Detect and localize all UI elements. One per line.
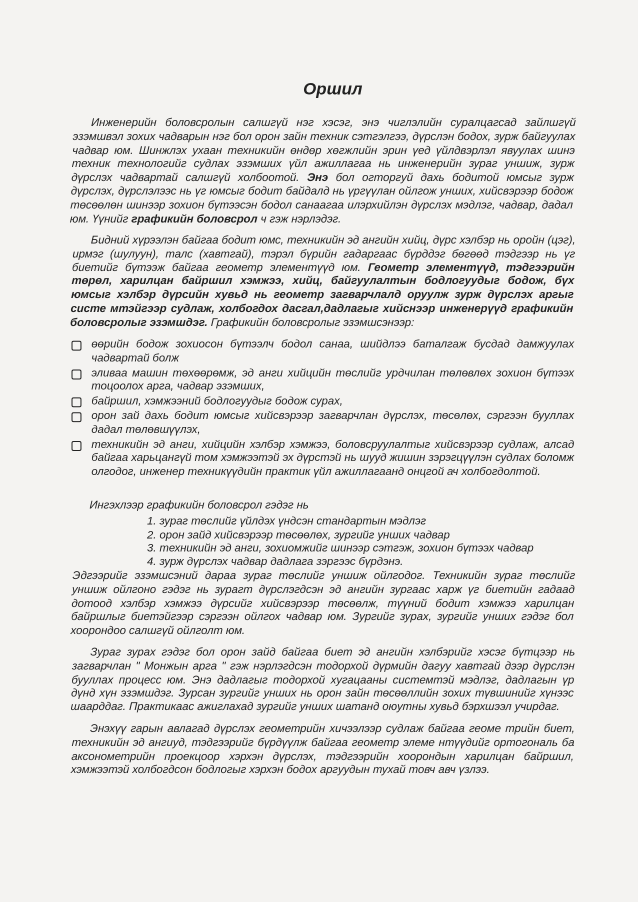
page-title: Оршил — [303, 79, 363, 99]
numbered-list — [72, 515, 575, 570]
list-item: 3. техникийн эд анги, зохиомжийг шинээр сэтгэж, зохион бүтээх чадвар — [147, 542, 534, 555]
graphic-education-definition: Ингэхлээр графикийн боловсрол гэдэг нь — [89, 499, 309, 512]
body-paragraph-4: Эдгээрийг эзэмшсэний дараа зураг төслийг уншиж ойлгодог. Техникийн зураг төслийг уншиж ойлгоно гэдэг нь зурагт дүрслэгдсэн эд ангийн зургаас харж үг биетийн гадаад дотоод хэлбэр хэмжээ дүрсийг хийсвэрээр төсөөлж, түүний бодит хэмжээ харилцан байршлыг биетэйгээр сэргээн ойлгох чадвар юм. Зургийг зурах, зургийг унших гэдэг бол хоорондоо салшгүй ойлголт юм. — [70, 570, 576, 637]
checkbox-bullet-icon — [72, 397, 82, 407]
list-item: эливаа машин төхөөрөмж, эд анги хийцийн төслийг урдчилан төлөвлөх зохион бүтээх тоцоолох арга, чадвар эзэмших, — [72, 367, 575, 394]
checkbox-bullet-icon — [72, 341, 82, 351]
list-item: техникийн эд анги, хийцийн хэлбэр хэмжээ, боловсруулалтыг хийсвэрээр судлаж, алсад байгаа харьцангүй том хэмжээтэй эх дүрстэй нь шууд жишин зэрэгцүүлэн судлах боломж олгодог, инженер техникүүдийн практик үйл ажиллагаанд онцгой ач холбогдолтой. — [72, 439, 575, 480]
checkbox-bullet-icon — [72, 369, 82, 379]
list-item: байршил, хэмжээний бодлогуудыг бодож сурах, — [72, 395, 575, 409]
list-item: 2. орон зайд хийсвэрээр төсөөлөх, зургийг унших чадвар — [147, 528, 450, 541]
list-item: 1. зураг төслийг үйлдэх үндсэн стандартын мэдлэг — [147, 515, 427, 528]
benefits-list — [72, 339, 575, 480]
checkbox-bullet-icon — [72, 441, 82, 451]
list-item: орон зай дахь бодит юмсыг хийсвэрээр загварчлан дүрслэх, төсөлөх, сэргээн бууллах дадал төлөвшүүлэх, — [72, 410, 575, 437]
body-paragraph-5: Зураг зурах гэдэг бол орон зайд байгаа биет эд ангийн хэлбэрийг хэсэг бүтцээр нь загварчлан " Монжын арга " гэж нэрлэгдсэн тодорхой дүрмийн дагуу хавтгай дээр дүрслэн бууллах процесс юм. Энэ дадлагыг тодорхой хугацааны системтэй мэдлэг, дадлагын үр дүнд хүн эзэмшдэг. Зурсан зургийг унших нь орон зайн төсөөллийн зохих түвшинийг хүнээс шаарддаг. Практикаас ажиглахад зургийг унших шатанд оюутны хувьд бэрхшээл учирдаг. — [70, 646, 576, 714]
body-paragraph-6: Энэхүү гарын авлагад дүрслэх геометрийн хичээлээр судлаж байгаа геоме трийн биет, техникийн эд ангиуд, тэдгээрийг бүрдүүлж байгаа геометр элеме нтүүдийг ортогональ ба аксонометрийн проекцоор хэрхэн дүрслэх, тэдгээрийн хоорондын харилцан байршил, хэмжээтэй холбогдсон бодлогыг хэрхэн бодох аргуудын тухай товч авч үзлээ. — [70, 723, 576, 777]
list-item: 4. зурж дүрслэх чадвар дадлага зэргээс бүрдэнэ. — [147, 556, 404, 569]
intro-paragraph-1: Инженерийн боловсролын салшгүй нэг хэсэг, энэ чиглэлийн суралцагсад зайлшгүй эзэмшвэл зохих чадварын нэг бол орон зайн техник сэтгэлгээ, дүрслэн бодох, зурж байгуулах чадвар юм. Шинжлэх ухаан техникийн өндөр хөгжлийн эрин үед үйлдвэрлэл явуулах шинэ техник технологийг судлах эзэмших үйл ажиллагаа нь инженерийн зураг уншиж, зурж дүрслэх чадвартай салшгүй холбоотой. Энэ бол огторгуй дахь бодитой юмсыг зурж дүрслэх, дүрслэлээс нь үг юмсыг бодит байдалд нь үргүүлан ойлгож унших, хийсвэрээр бодож төсөөлөн шинээр зохион бүтээсэн бодол санаагаа илэрхийлэн дүрслэх мэдлэг, чадвар, дадал юм. Үүнийг графикийн боловсрол ч гэж нэрлэдэг. — [69, 117, 577, 226]
checkbox-bullet-icon — [72, 412, 82, 422]
list-item: өөрийн бодож зохиосон бүтээлч бодол санаа, шийдлээ баталгаж бусдад дамжуулах чадвартай болж — [72, 339, 575, 366]
intro-paragraph-2: Бидний хүрээлэн байгаа бодит юмс, техникийн эд ангийн хийц, дүрс хэлбэр нь оройн (цэг), ирмэг (шулуун), талс (хавтгай), тэрэл бүрийн гадаргаас бүрддэг бөгөөд тэдгээр нь үг биетийг бүтээж байгаа геометр элементүүд юм. Геометр элементүүд, тэдгээрийн төрөл, харилцан байршил хэмжээ, хийц, байгуулалтын бодлогуудыг бодож, бүх юмсыг хэлбэр дүрсийн хувьд нь геометр загварчлалд оруулж зурж дүрслэх аргыг систе мтэйгээр судлаж, холбогдох дасгал,дадлагыг хийснээр инженерүүд графикийн боловсролыг эзэмшдэг. Графикийн боловсролыг эзэмшсэнээр: — [69, 234, 576, 329]
